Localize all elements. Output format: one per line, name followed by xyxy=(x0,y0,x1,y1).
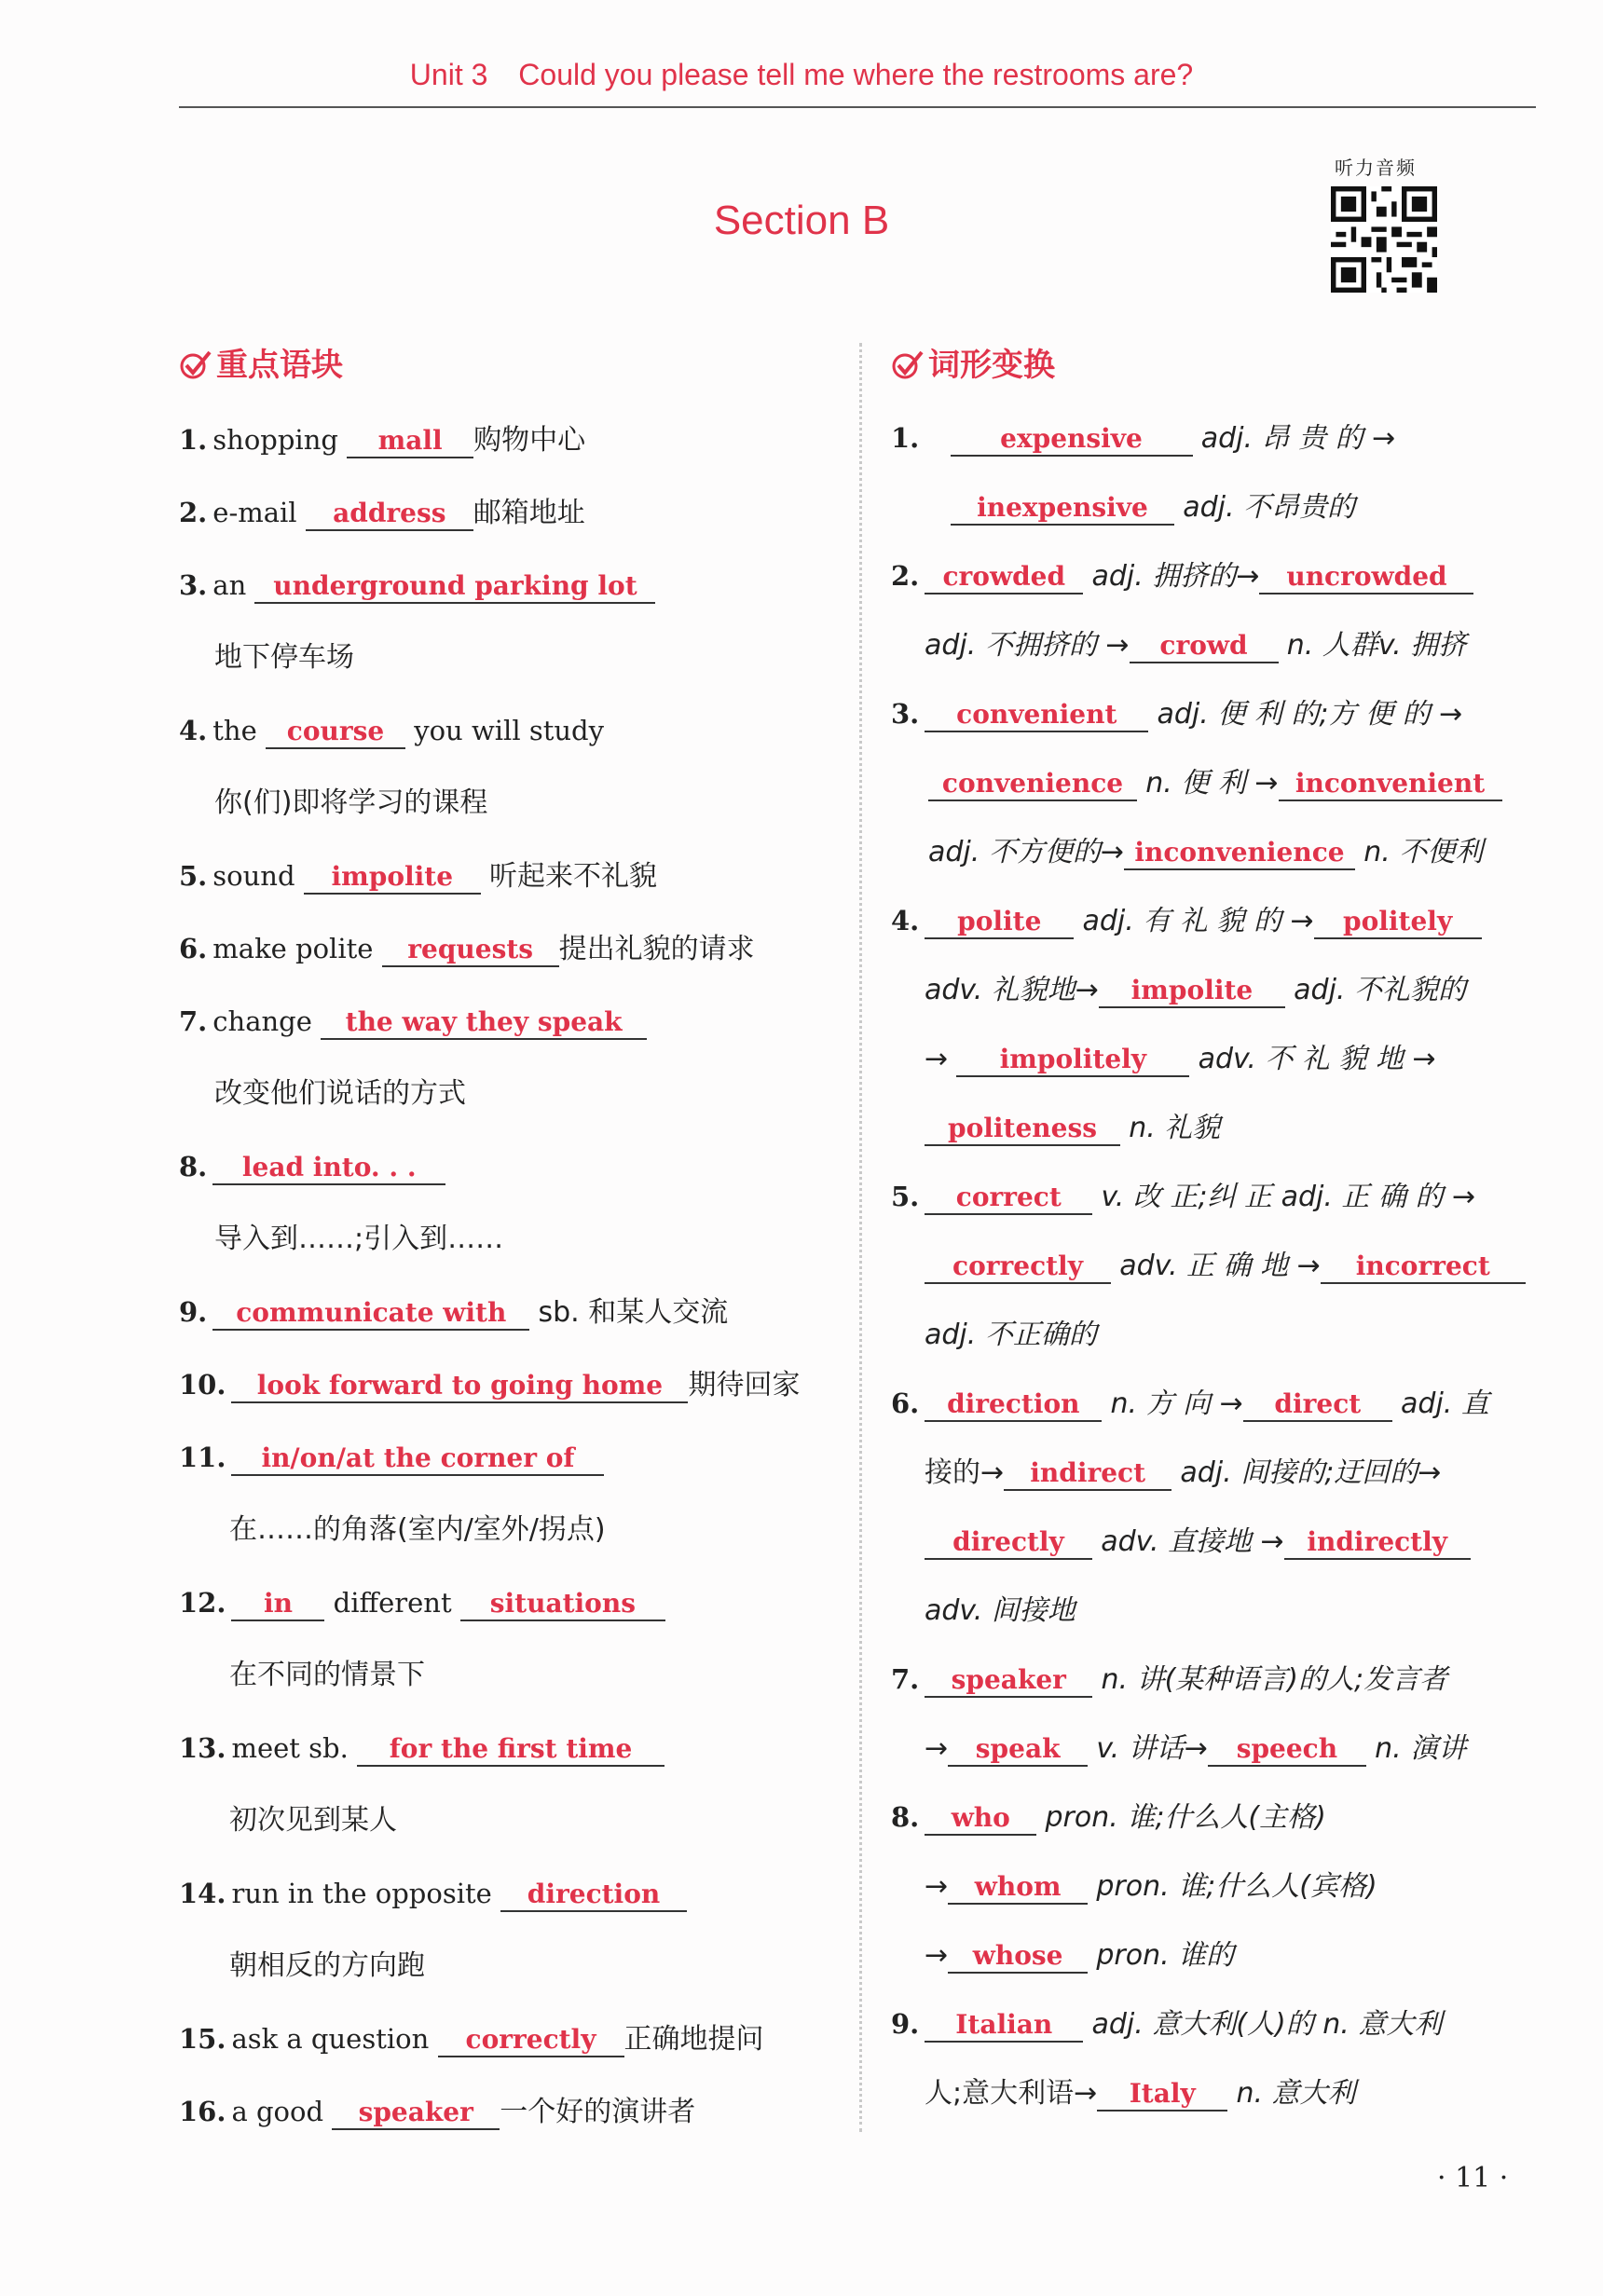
right-item-6-b xyxy=(925,1454,1441,1492)
left-item-7-translation: 改变他们说话的方式 xyxy=(214,1077,466,1110)
left-item-12-translation: 在不同的情景下 xyxy=(229,1659,425,1691)
answer-blank: directly xyxy=(925,1526,1092,1560)
answer-blank: uncrowded xyxy=(1259,561,1473,594)
column-divider xyxy=(859,343,862,2132)
answer-blank: speaker xyxy=(332,2097,500,2130)
left-item-10 xyxy=(179,1366,800,1404)
unit-label: Unit 3 xyxy=(409,58,488,91)
answer-blank: polite xyxy=(925,906,1074,939)
item-text: adv. 正 确 地 → xyxy=(1119,1250,1321,1282)
item-text: meet sb. xyxy=(231,1732,349,1764)
item-text: an xyxy=(212,569,247,601)
check-icon xyxy=(179,349,212,379)
item-translation: 提出礼貌的请求 xyxy=(558,933,755,965)
item-text: make polite xyxy=(212,933,374,964)
answer-blank: correctly xyxy=(438,2024,624,2057)
left-item-7 xyxy=(179,1003,647,1040)
right-item-5 xyxy=(891,1178,1475,1216)
item-text: pron. 谁的 xyxy=(1096,1939,1235,1972)
right-item-4 xyxy=(891,902,1482,940)
right-item-3 xyxy=(891,695,1462,733)
right-item-5-c xyxy=(925,1316,1097,1354)
answer-blank: impolite xyxy=(304,861,481,895)
item-number: 9. xyxy=(891,2008,920,2040)
answer-blank: who xyxy=(925,1802,1036,1836)
left-item-4 xyxy=(179,712,604,749)
answer-blank: in/on/at the corner of xyxy=(231,1442,604,1476)
item-text: adv. 礼貌地→ xyxy=(925,974,1099,1006)
answer-blank: lead into. . . xyxy=(212,1152,445,1185)
item-text: v. 讲话→ xyxy=(1096,1732,1208,1765)
item-text: the xyxy=(212,715,257,746)
answer-blank: look forward to going home xyxy=(231,1370,688,1403)
item-text: a good xyxy=(231,2096,324,2127)
answer-blank: crowded xyxy=(925,561,1083,594)
left-section-heading xyxy=(179,339,343,385)
item-number: 7. xyxy=(179,1005,208,1037)
arrow-icon: → xyxy=(925,1043,949,1075)
item-number: 7. xyxy=(891,1663,920,1695)
answer-blank: politeness xyxy=(925,1113,1120,1146)
section-title: Section B xyxy=(713,198,890,243)
left-item-15 xyxy=(179,2020,764,2058)
item-text: v. 改 正;纠 正 adj. 正 确 的 → xyxy=(1101,1181,1476,1213)
item-number: 15. xyxy=(179,2023,226,2055)
right-item-7-b xyxy=(925,1729,1466,1768)
left-item-14-translation: 朝相反的方向跑 xyxy=(229,1949,425,1982)
item-text: n. 演讲 xyxy=(1375,1732,1467,1765)
item-text: adj. 意大利(人)的 n. 意大利 xyxy=(1091,2008,1443,2041)
answer-blank: politely xyxy=(1314,906,1482,939)
right-item-2 xyxy=(891,557,1473,595)
item-text: adv. 不 礼 貌 地 → xyxy=(1198,1043,1436,1075)
right-item-9 xyxy=(891,2005,1442,2043)
qr-caption: 听力音频 xyxy=(1335,157,1417,179)
answer-blank: communicate with xyxy=(212,1297,529,1331)
right-section-heading xyxy=(891,339,1055,385)
item-text: n. 礼貌 xyxy=(1129,1112,1221,1144)
answer-blank: direction xyxy=(925,1388,1102,1422)
item-text: n. 便 利 → xyxy=(1145,767,1279,800)
unit-title: Could you please tell me where the restrooms are? xyxy=(518,58,1194,91)
right-item-5-b xyxy=(925,1247,1526,1285)
answer-blank: correctly xyxy=(925,1250,1111,1284)
left-item-8 xyxy=(179,1148,445,1185)
item-text: adj. 不礼貌的 xyxy=(1294,974,1467,1006)
answer-blank: impolitely xyxy=(956,1044,1189,1077)
answer-blank: address xyxy=(306,498,473,531)
item-text: adj. 不正确的 xyxy=(925,1319,1097,1351)
answer-blank: speech xyxy=(1208,1733,1366,1767)
item-number: 1. xyxy=(891,422,920,454)
left-item-6 xyxy=(179,930,755,968)
item-translation: 购物中心 xyxy=(473,424,586,457)
answer-blank: speak xyxy=(948,1733,1088,1767)
answer-blank: correct xyxy=(925,1182,1092,1215)
answer-blank: requests xyxy=(382,934,559,967)
item-text: 人;意大利语→ xyxy=(925,2077,1098,2110)
left-item-8-translation: 导入到……;引入到…… xyxy=(214,1223,504,1255)
left-item-1 xyxy=(179,421,585,459)
item-text: ask a question xyxy=(231,2023,430,2055)
item-text: adj. 便 利 的;方 便 的 → xyxy=(1157,698,1463,731)
right-item-8-c xyxy=(925,1936,1234,1975)
right-item-6-c xyxy=(925,1523,1471,1561)
right-item-8-b xyxy=(925,1867,1377,1906)
answer-blank: whose xyxy=(948,1940,1088,1974)
left-item-14 xyxy=(179,1875,687,1912)
left-item-11-translation: 在……的角落(室内/室外/拐点) xyxy=(229,1513,606,1546)
answer-blank: Italy xyxy=(1097,2078,1227,2112)
answer-blank: whom xyxy=(948,1871,1088,1905)
item-text: adj. 有 礼 貌 的 → xyxy=(1082,905,1314,937)
right-item-2-b xyxy=(925,626,1466,664)
left-item-3 xyxy=(179,567,655,604)
right-item-4-d xyxy=(925,1109,1220,1147)
item-text: adv. 直接地 → xyxy=(1101,1525,1284,1558)
item-text: n. 人群v. 拥挤 xyxy=(1286,629,1467,662)
item-text: adj. 直 xyxy=(1401,1387,1489,1420)
left-item-13 xyxy=(179,1729,664,1767)
right-item-4-c xyxy=(925,1040,1436,1078)
item-number: 16. xyxy=(179,2096,226,2127)
arrow-icon: → xyxy=(925,1870,949,1903)
answer-blank: convenience xyxy=(928,768,1137,801)
item-text: pron. 谁;什么人(主格) xyxy=(1045,1801,1326,1834)
answer-blank: indirectly xyxy=(1284,1526,1471,1560)
left-heading-text: 重点语块 xyxy=(216,347,343,384)
item-text: adj. 不方便的→ xyxy=(928,836,1124,868)
item-text: run in the opposite xyxy=(231,1878,492,1909)
item-number: 6. xyxy=(891,1387,920,1419)
answer-blank: underground parking lot xyxy=(254,570,655,604)
left-item-13-translation: 初次见到某人 xyxy=(229,1804,397,1837)
arrow-icon: → xyxy=(925,1939,949,1972)
item-text: n. 意大利 xyxy=(1236,2077,1356,2110)
item-text: you will study xyxy=(414,715,604,746)
left-item-16 xyxy=(179,2093,695,2131)
item-number: 5. xyxy=(891,1181,920,1212)
answer-blank: direction xyxy=(500,1879,687,1912)
right-item-9-b xyxy=(925,2074,1356,2112)
arrow-icon: → xyxy=(925,1732,949,1765)
left-item-4-translation: 你(们)即将学习的课程 xyxy=(214,786,488,819)
item-number: 3. xyxy=(179,569,208,601)
answer-blank: indirect xyxy=(1004,1457,1171,1491)
item-text: shopping xyxy=(212,424,338,456)
item-number: 6. xyxy=(179,933,208,964)
answer-blank: in xyxy=(231,1588,324,1621)
right-heading-text: 词形变换 xyxy=(928,347,1055,384)
left-item-9 xyxy=(179,1293,728,1332)
item-text: 接的→ xyxy=(925,1456,1005,1489)
item-text: n. 方 向 → xyxy=(1110,1387,1243,1420)
left-item-11 xyxy=(179,1439,604,1476)
left-item-5 xyxy=(179,857,657,895)
right-item-8 xyxy=(891,1798,1326,1837)
item-text: sound xyxy=(212,860,295,892)
answer-blank: the way they speak xyxy=(321,1006,647,1040)
item-text: adj. 间接的;迂回的→ xyxy=(1180,1456,1442,1489)
right-item-3-c xyxy=(928,833,1483,871)
answer-blank: course xyxy=(266,716,405,749)
right-item-1-b xyxy=(951,488,1355,526)
answer-blank: inconvenient xyxy=(1279,768,1502,801)
item-text: adj. 昂 贵 的 → xyxy=(1200,422,1396,455)
item-text: n. 讲(某种语言)的人;发言者 xyxy=(1101,1663,1448,1696)
right-item-6-d xyxy=(925,1592,1076,1630)
page-number: · 11 · xyxy=(1437,2162,1509,2194)
item-number: 9. xyxy=(179,1296,208,1328)
right-item-4-b xyxy=(925,971,1466,1009)
left-item-2 xyxy=(179,494,585,532)
item-text: n. 不便利 xyxy=(1363,836,1484,868)
item-number: 10. xyxy=(179,1369,226,1401)
item-number: 5. xyxy=(179,860,208,892)
answer-blank: expensive xyxy=(951,423,1193,457)
answer-blank: for the first time xyxy=(357,1733,664,1767)
item-text: adv. 间接地 xyxy=(925,1594,1076,1627)
item-translation: sb. 和某人交流 xyxy=(538,1296,729,1329)
left-item-12 xyxy=(179,1584,665,1621)
item-text: adj. 不昂贵的 xyxy=(1183,491,1356,524)
answer-blank: inexpensive xyxy=(951,492,1174,526)
header-rule xyxy=(179,106,1536,108)
item-number: 12. xyxy=(179,1587,226,1619)
left-item-3-translation: 地下停车场 xyxy=(214,641,354,674)
item-translation: 一个好的演讲者 xyxy=(500,2096,696,2128)
item-number: 13. xyxy=(179,1732,226,1764)
answer-blank: crowd xyxy=(1130,630,1279,663)
item-text: different xyxy=(333,1587,452,1619)
right-item-1 xyxy=(891,419,1395,458)
item-translation: 正确地提问 xyxy=(623,2023,764,2056)
item-number: 2. xyxy=(179,497,208,528)
answer-blank: direct xyxy=(1243,1388,1392,1422)
check-icon xyxy=(891,349,925,379)
item-text: e-mail xyxy=(212,497,297,528)
item-text: pron. 谁;什么人(宾格) xyxy=(1096,1870,1377,1903)
item-number: 2. xyxy=(891,560,920,592)
answer-blank: situations xyxy=(460,1588,665,1621)
answer-blank: speaker xyxy=(925,1664,1092,1698)
answer-blank: mall xyxy=(347,425,473,458)
answer-blank: convenient xyxy=(925,699,1148,732)
item-number: 3. xyxy=(891,698,920,730)
item-text: adj. 拥挤的→ xyxy=(1091,560,1260,593)
item-number: 8. xyxy=(891,1801,920,1833)
item-translation: 听起来不礼貌 xyxy=(488,860,657,893)
item-number: 1. xyxy=(179,424,208,456)
item-number: 8. xyxy=(179,1151,208,1182)
right-item-7 xyxy=(891,1660,1447,1699)
answer-blank: incorrect xyxy=(1321,1250,1526,1284)
right-item-3-b xyxy=(928,764,1502,802)
answer-blank: Italian xyxy=(925,2009,1083,2043)
item-text: adj. 不拥挤的 → xyxy=(925,629,1130,662)
item-number: 4. xyxy=(179,715,208,746)
qr-code-icon[interactable] xyxy=(1331,186,1437,293)
item-number: 4. xyxy=(891,905,920,936)
running-header xyxy=(0,58,1603,92)
right-item-6 xyxy=(891,1385,1489,1423)
item-number: 11. xyxy=(179,1442,226,1473)
item-text: change xyxy=(212,1005,312,1037)
answer-blank: inconvenience xyxy=(1124,837,1355,870)
item-number: 14. xyxy=(179,1878,226,1909)
item-translation: 邮箱地址 xyxy=(473,497,585,529)
answer-blank: impolite xyxy=(1099,975,1285,1008)
item-translation: 期待回家 xyxy=(688,1369,801,1401)
